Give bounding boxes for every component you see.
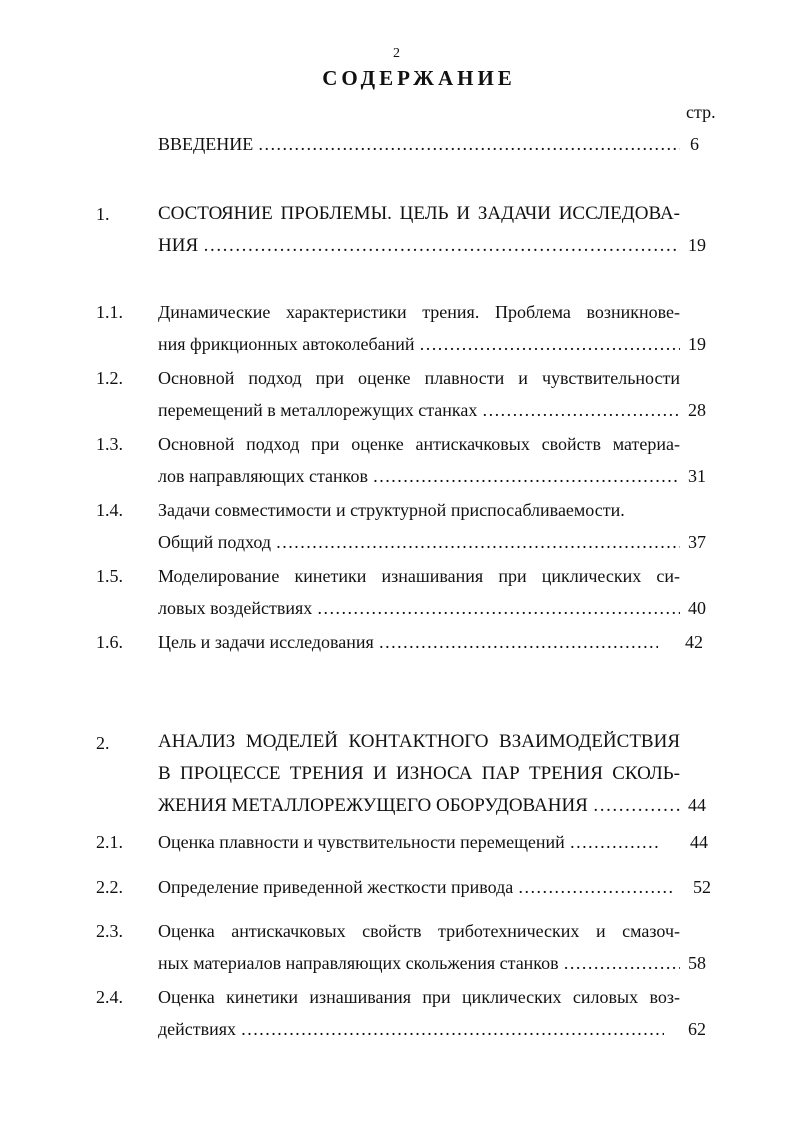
toc-entry-title-line: ния фрикционных автоколебаний …………………………………………………………………………………………………………………………………………… bbox=[158, 334, 680, 355]
toc-entry-page: 31 bbox=[688, 466, 706, 486]
toc-entry-number: 1.2. bbox=[96, 368, 123, 388]
toc-entry-number: 2. bbox=[96, 733, 110, 753]
toc-entry-title-line: Определение приведенной жесткости привода …………………………………………………………………………………………………………………………………………… bbox=[158, 877, 672, 898]
toc-entry-title-line: Динамические характеристики трения. Проблема возникнове- bbox=[158, 302, 680, 322]
toc-entry-title-line: Общий подход …………………………………………………………………………………………………………………………………………… bbox=[158, 532, 680, 553]
toc-entry-number: 1.4. bbox=[96, 500, 123, 520]
toc-entry-page: 58 bbox=[688, 953, 706, 973]
toc-entry-title-line: Моделирование кинетики изнашивания при циклических си- bbox=[158, 566, 680, 586]
toc-entry-page: 44 bbox=[690, 832, 708, 852]
toc-entry-title-line: Оценка плавности и чувствительности перемещений …………………………………………………………………………………………………………………………………………… bbox=[158, 832, 660, 853]
toc-entry-title-line: Задачи совместимости и структурной приспосабливаемости. bbox=[158, 500, 625, 520]
toc-entry-number: 1.3. bbox=[96, 434, 123, 454]
toc-entry-title: ВВЕДЕНИЕ …………………………………………………………………………………………………………………………………………… bbox=[158, 134, 680, 155]
toc-entry-title-line: ЖЕНИЯ МЕТАЛЛОРЕЖУЩЕГО ОБОРУДОВАНИЯ …………………………………………………………………………………………………………………………………………… bbox=[158, 795, 680, 817]
toc-entry-number: 2.4. bbox=[96, 987, 123, 1007]
toc-entry-page: 6 bbox=[690, 134, 699, 154]
toc-entry-number: 1.5. bbox=[96, 566, 123, 586]
toc-entry-number: 2.3. bbox=[96, 921, 123, 941]
toc-entry-page: 28 bbox=[688, 400, 706, 420]
toc-entry-title-line: СОСТОЯНИЕ ПРОБЛЕМЫ. ЦЕЛЬ И ЗАДАЧИ ИССЛЕДОВА- bbox=[158, 203, 680, 224]
toc-entry-title-line: ных материалов направляющих скольжения станков …………………………………………………………………………………………………………………………………………… bbox=[158, 953, 680, 974]
toc-entry-title-line: Основной подход при оценке плавности и чувствительности bbox=[158, 368, 680, 388]
toc-entry-page: 44 bbox=[688, 795, 706, 815]
toc-entry-page: 37 bbox=[688, 532, 706, 552]
page-column-label: стр. bbox=[686, 102, 716, 122]
toc-entry-page: 19 bbox=[688, 235, 706, 255]
toc-entry-number: 2.2. bbox=[96, 877, 123, 897]
toc-entry-title-line: перемещений в металлорежущих станках …………………………………………………………………………………………………………………………………………… bbox=[158, 400, 680, 421]
page-number: 2 bbox=[393, 46, 400, 61]
toc-entry-title-line: НИЯ …………………………………………………………………………………………………………………………………………… bbox=[158, 235, 680, 257]
toc-entry-page: 62 bbox=[688, 1019, 706, 1039]
toc-entry-number: 2.1. bbox=[96, 832, 123, 852]
toc-entry-page: 52 bbox=[693, 877, 711, 897]
toc-entry-page: 19 bbox=[688, 334, 706, 354]
toc-entry-number: 1.1. bbox=[96, 302, 123, 322]
toc-entry-title-line: ловых воздействиях …………………………………………………………………………………………………………………………………………… bbox=[158, 598, 680, 619]
toc-entry-title-line: лов направляющих станков …………………………………………………………………………………………………………………………………………… bbox=[158, 466, 680, 487]
toc-entry-title-line: В ПРОЦЕССЕ ТРЕНИЯ И ИЗНОСА ПАР ТРЕНИЯ СКОЛЬ- bbox=[158, 763, 680, 784]
toc-entry-title-line: действиях …………………………………………………………………………………………………………………………………………… bbox=[158, 1019, 664, 1040]
toc-entry-number: 1. bbox=[96, 204, 110, 224]
toc-entry-page: 42 bbox=[685, 632, 703, 652]
toc-entry-title-line: Цель и задачи исследования …………………………………………………………………………………………………………………………………………… bbox=[158, 632, 658, 653]
toc-title: СОДЕРЖАНИЕ bbox=[322, 66, 516, 90]
toc-entry-title-line: Основной подход при оценке антискачковых свойств материа- bbox=[158, 434, 680, 454]
toc-entry-title-line: Оценка антискачковых свойств триботехнических и смазоч- bbox=[158, 921, 680, 941]
toc-entry-page: 40 bbox=[688, 598, 706, 618]
toc-entry-number: 1.6. bbox=[96, 632, 123, 652]
toc-entry-title-line: Оценка кинетики изнашивания при циклических силовых воз- bbox=[158, 987, 680, 1007]
toc-entry-title-line: АНАЛИЗ МОДЕЛЕЙ КОНТАКТНОГО ВЗАИМОДЕЙСТВИЯ bbox=[158, 731, 680, 752]
